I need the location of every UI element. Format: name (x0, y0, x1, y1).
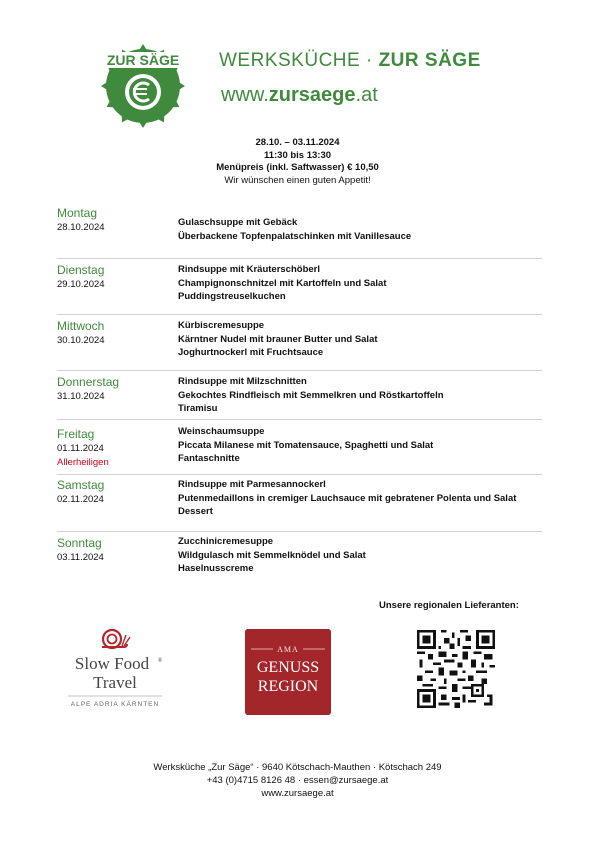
day-date: 01.11.2024 (57, 443, 104, 454)
footer-contact[interactable]: +43 (0)4715 8126 48 · essen@zursaege.at (206, 775, 389, 786)
slowfood-registered: ® (157, 658, 163, 664)
divider (57, 474, 542, 475)
menu-info (0, 137, 595, 187)
menu-price: Menüpreis (inkl. Saftwasser) € 10,50 (216, 162, 379, 173)
genuss-line1: GENUSS (256, 659, 320, 676)
dish: Überbackene Topfenpalatschinken mit Vanillesauce (178, 230, 412, 242)
dish-list (178, 216, 411, 243)
dish: Putenmedaillons in cremiger Lauchsauce mit gebratener Polenta und Salat (178, 492, 517, 504)
dish-list (178, 375, 444, 416)
brand-url[interactable] (221, 84, 378, 107)
dish: Rindsuppe mit Milzschnitten (178, 376, 307, 387)
day-date: 28.10.2024 (57, 222, 105, 233)
dish: Puddingstreuselkuchen (178, 291, 286, 302)
dish: Weinschaumsuppe (178, 426, 265, 437)
holiday-note: Allerheiligen (57, 457, 109, 468)
dish: Piccata Milanese mit Tomatensauce, Spaghetti und Salat (178, 439, 434, 451)
qr-code[interactable] (417, 630, 495, 708)
divider (57, 258, 542, 259)
slowfood-line2: Travel (93, 673, 137, 692)
brand-title-bold: ZUR SÄGE (378, 50, 481, 71)
greeting: Wir wünschen einen guten Appetit! (224, 174, 371, 186)
day-name: Dienstag (57, 263, 105, 277)
snail-icon (102, 630, 130, 648)
dish-list (178, 425, 433, 466)
dish: Kürbiscremesuppe (178, 320, 265, 331)
day-sunday (57, 536, 542, 581)
dish-list (178, 263, 386, 304)
day-date: 30.10.2024 (57, 335, 105, 346)
dish: Dessert (178, 506, 213, 517)
brand-title-regular: WERKSKÜCHE · (219, 50, 379, 71)
dish-list (178, 478, 516, 519)
dish: Rindsuppe mit Parmesannockerl (178, 479, 326, 490)
divider (57, 370, 542, 371)
day-name: Sonntag (57, 536, 102, 550)
day-thursday (57, 375, 542, 420)
dish: Champignonschnitzel mit Kartoffeln und Salat (178, 277, 387, 289)
genuss-line2: REGION (257, 678, 319, 695)
dish-list (178, 319, 378, 360)
footer-website[interactable]: www.zursaege.at (261, 788, 334, 799)
logo-text: ZUR SÄGE (106, 52, 180, 68)
zur-saege-logo (96, 36, 190, 130)
menu-hours: 11:30 bis 13:30 (263, 149, 332, 161)
dish: Gekochtes Rindfleisch mit Semmelkren und Röstkartoffeln (178, 389, 444, 401)
dish: Fantaschnitte (178, 453, 240, 464)
brand-url-prefix: www. (221, 84, 269, 106)
brand-url-bold: zursaege (268, 84, 356, 106)
dish: Gulaschsuppe mit Gebäck (178, 217, 298, 228)
day-name: Donnerstag (57, 375, 120, 389)
dish: Kärntner Nudel mit brauner Butter und Salat (178, 333, 378, 345)
dish: Zucchinicremesuppe (178, 536, 274, 547)
divider (57, 531, 542, 532)
footer-address: Werksküche „Zur Säge“ · 9640 Kötschach-Mauthen · Kötschach 249 (153, 762, 442, 773)
brand-url-suffix: .at (355, 84, 378, 106)
ama-genuss-region-logo (245, 629, 331, 715)
divider (57, 314, 542, 315)
dish-list (178, 535, 366, 576)
day-date: 31.10.2024 (57, 391, 105, 402)
slowfood-line3: ALPE ADRIA KÄRNTEN (70, 701, 160, 708)
slowfood-line1: Slow Food (74, 654, 150, 673)
day-wednesday (57, 319, 542, 369)
divider (57, 419, 542, 420)
day-date: 03.11.2024 (57, 552, 104, 563)
dish: Haselnusscreme (178, 563, 254, 574)
day-monday (57, 206, 542, 256)
genuss-top: AMA (277, 645, 299, 654)
day-date: 02.11.2024 (57, 494, 104, 505)
day-tuesday (57, 263, 542, 313)
day-saturday (57, 478, 542, 528)
dish: Joghurtnockerl mit Fruchtsauce (178, 347, 324, 358)
dish: Tiramisu (178, 403, 218, 414)
dish: Rindsuppe mit Kräuterschöberl (178, 264, 320, 275)
day-name: Montag (57, 206, 98, 220)
menu-dates: 28.10. – 03.11.2024 (255, 137, 340, 148)
suppliers-heading: Unsere regionalen Lieferanten: (379, 600, 519, 611)
slow-food-travel-logo (64, 626, 166, 712)
day-name: Freitag (57, 427, 95, 441)
dish: Wildgulasch mit Semmelknödel und Salat (178, 549, 366, 561)
day-friday (57, 425, 542, 475)
footer (0, 761, 595, 800)
day-name: Mittwoch (57, 319, 105, 333)
day-name: Samstag (57, 478, 105, 492)
day-date: 29.10.2024 (57, 279, 105, 290)
brand-title (219, 50, 481, 72)
